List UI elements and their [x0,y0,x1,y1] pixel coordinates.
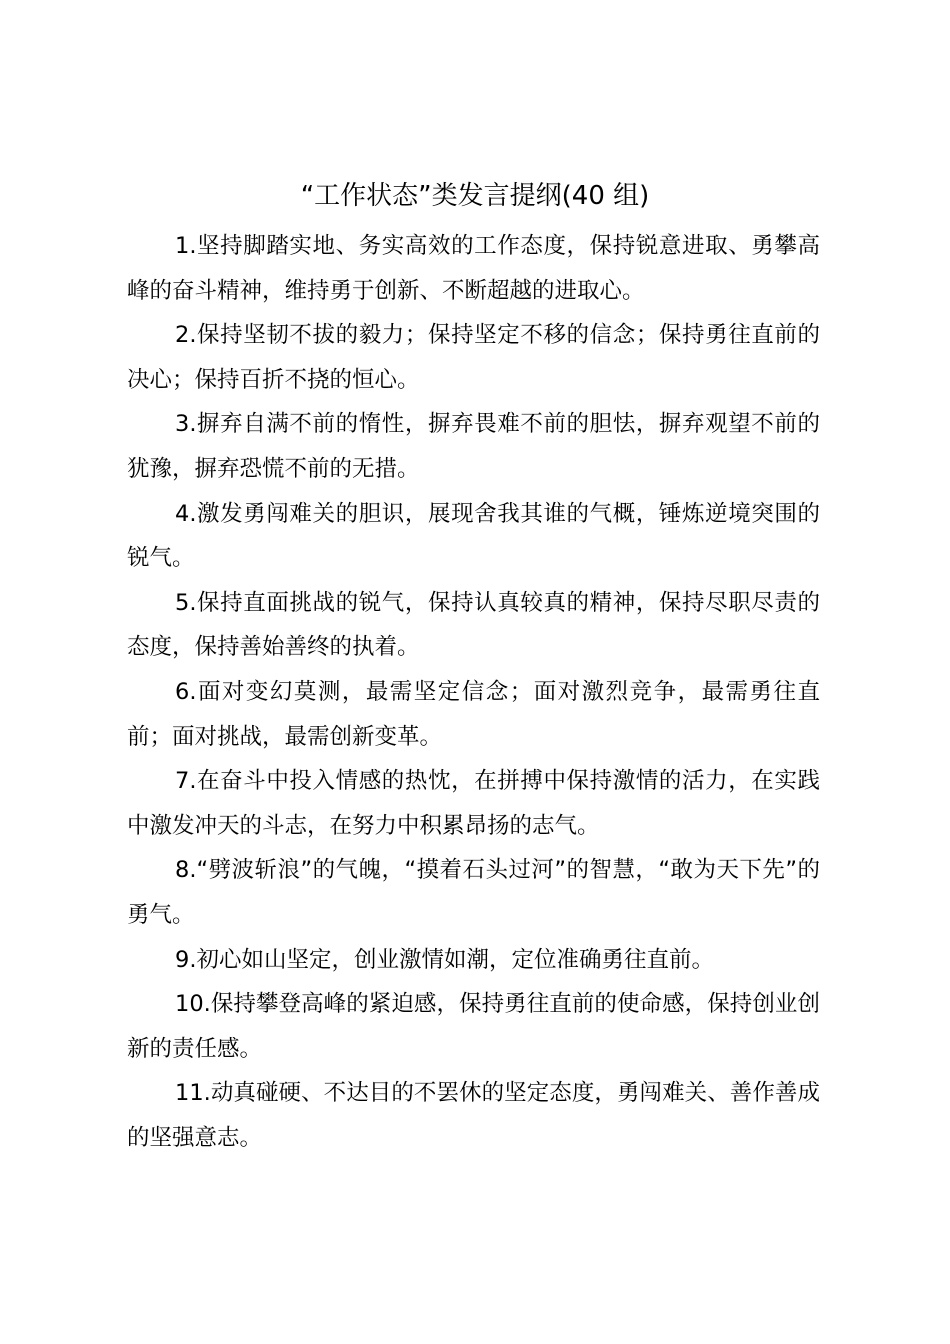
paragraph-10: 10.保持攀登高峰的紧迫感，保持勇往直前的使命感，保持创业创新的责任感。 [127,991,820,1062]
paragraph-6: 6.面对变幻莫测，最需坚定信念；面对激烈竞争，最需勇往直前；面对挑战，最需创新变革。 [127,678,820,750]
document-title: “工作状态”类发言提纲(40 组) [300,181,650,211]
paragraph-2: 2.保持坚韧不拔的毅力；保持坚定不移的信念；保持勇往直前的决心；保持百折不挠的恒心。 [127,322,820,393]
paragraph-1: 1.坚持脚踏实地、务实高效的工作态度，保持锐意进取、勇攀高峰的奋斗精神，维持勇于创新、不断超越的进取心。 [127,233,820,304]
paragraph-8: 8.“劈波斩浪”的气魄，“摸着石头过河”的智慧，“敢为天下先”的勇气。 [127,857,820,928]
paragraph-9: 9.初心如山坚定，创业激情如潮，定位准确勇往直前。 [175,946,714,973]
paragraph-4: 4.激发勇闯难关的胆识，展现舍我其谁的气概，锤炼逆境突围的锐气。 [127,500,820,572]
paragraph-7: 7.在奋斗中投入情感的热忱，在拼搏中保持激情的活力，在实践中激发冲天的斗志，在努力中积累昂扬的志气。 [127,768,820,839]
paragraph-5: 5.保持直面挑战的锐气，保持认真较真的精神，保持尽职尽责的态度，保持善始善终的执着。 [127,589,820,661]
paragraph-3: 3.摒弃自满不前的惰性，摒弃畏难不前的胆怯，摒弃观望不前的犹豫，摒弃恐慌不前的无措。 [127,411,820,482]
paragraph-11: 11.动真碰硬、不达目的不罢休的坚定态度，勇闯难关、善作善成的坚强意志。 [127,1080,820,1151]
document-body [127,224,820,1160]
